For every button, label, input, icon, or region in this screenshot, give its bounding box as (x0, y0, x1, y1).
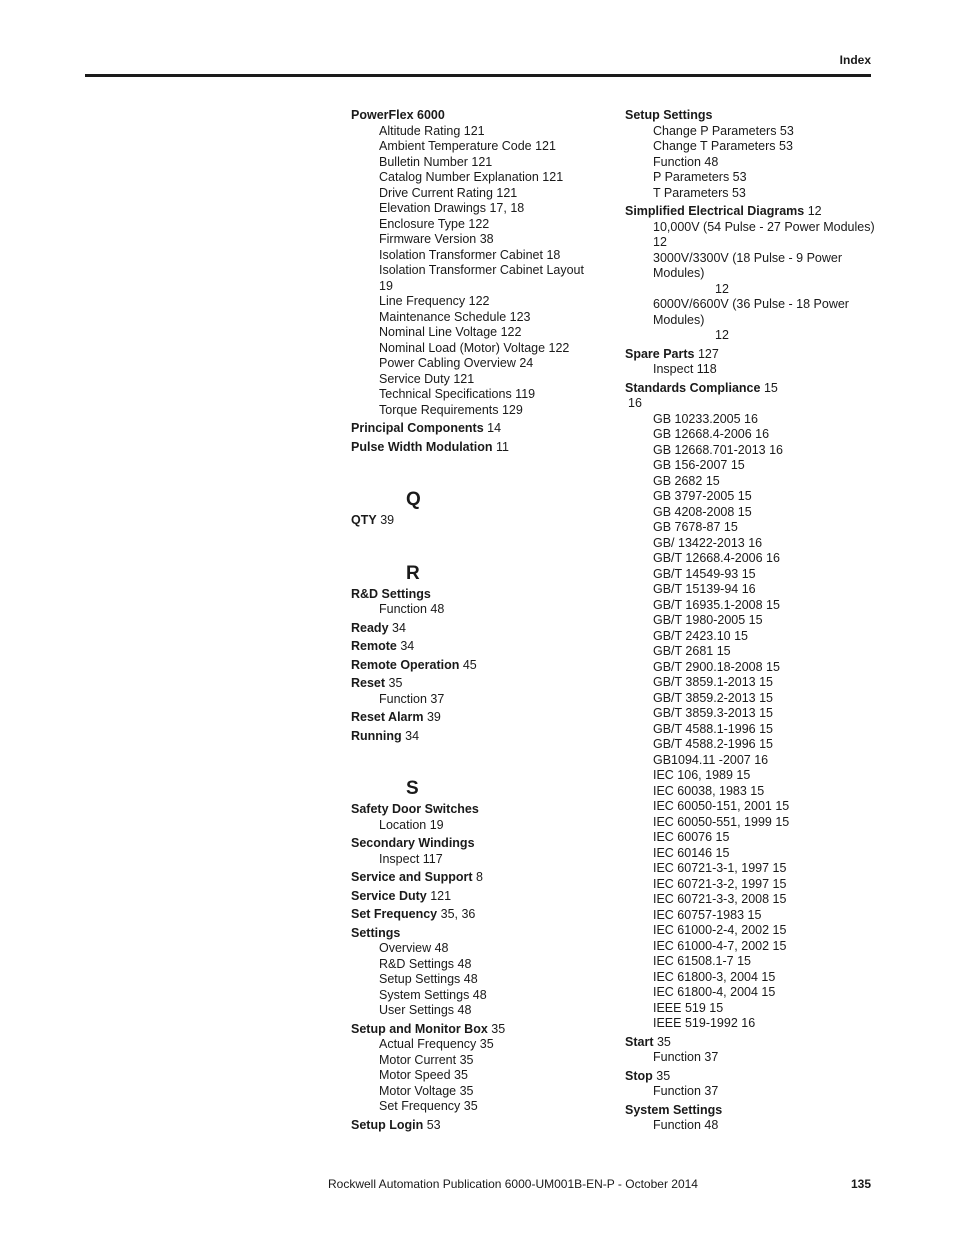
index-entry-main (351, 1022, 601, 1038)
index-page-ref-continued[interactable]: 16 (628, 396, 642, 410)
index-subentry[interactable]: Line Frequency 122 (379, 294, 490, 308)
index-subentry[interactable]: GB 12668.4-2006 16 (653, 427, 770, 441)
index-entry-main (351, 587, 601, 603)
index-page-ref[interactable]: 39 (426, 710, 441, 724)
index-entry-main (351, 513, 601, 529)
index-subentry[interactable]: GB/T 1980-2005 15 (653, 613, 763, 627)
index-entry-main (625, 1069, 875, 1085)
index-entry (351, 710, 601, 726)
index-entry (625, 347, 875, 378)
index-subentry[interactable]: IEC 61000-2-4, 2002 15 (653, 923, 787, 937)
index-entry (351, 926, 601, 1019)
index-entry (625, 1035, 875, 1066)
index-entry (351, 421, 601, 437)
index-subentry[interactable]: GB/T 14549-93 15 (653, 566, 756, 581)
index-term[interactable]: Running (351, 728, 402, 743)
index-subentry[interactable]: Inspect 118 (653, 362, 717, 376)
index-subentry[interactable]: IEC 61508.1-7 15 (653, 954, 751, 968)
index-entry (351, 108, 601, 418)
index-letter-heading: S (406, 778, 419, 799)
index-subentry[interactable]: GB 12668.701-2013 16 (653, 442, 783, 457)
index-subentry[interactable]: GB/T 4588.2-1996 15 (653, 737, 773, 751)
index-entry (625, 381, 875, 1032)
index-subentry[interactable]: IEC 61000-4-7, 2002 15 (653, 938, 787, 953)
index-term[interactable]: Pulse Width Modulation (351, 439, 493, 454)
index-page-ref[interactable]: 8 (476, 870, 483, 884)
index-entry (351, 870, 601, 886)
index-term[interactable]: Settings (351, 925, 401, 940)
index-entry-main (351, 870, 601, 886)
index-entry (351, 658, 601, 674)
index-subentry[interactable] (625, 297, 875, 344)
index-entry-main (351, 802, 601, 818)
index-subentry[interactable]: IEC 61800-4, 2004 15 (653, 985, 776, 999)
index-subentry[interactable]: Ambient Temperature Code 121 (379, 139, 556, 153)
index-subentry[interactable]: Nominal Load (Motor) Voltage 122 (379, 340, 570, 355)
index-term[interactable]: Setup Settings (625, 108, 713, 122)
index-term[interactable]: Simplified Electrical Diagrams (625, 204, 805, 218)
index-subentry[interactable]: GB 10233.2005 16 (653, 411, 758, 426)
index-subentry[interactable]: Altitude Rating 121 (379, 123, 485, 138)
index-subentry[interactable]: GB 2682 15 (653, 473, 720, 488)
index-page-ref[interactable]: 121 (430, 888, 452, 903)
index-page-ref[interactable]: 34 (405, 728, 420, 743)
index-subentry[interactable]: Function 37 (379, 691, 445, 706)
index-subentry-text: 3000V/3300V (18 Pulse - 9 Power Modules) (653, 250, 843, 280)
index-subentry[interactable]: Bulletin Number 121 (379, 154, 493, 169)
index-term[interactable]: Reset Alarm (351, 710, 424, 724)
index-letter-heading: Q (406, 489, 421, 510)
index-subentry[interactable]: Motor Speed 35 (379, 1068, 468, 1082)
index-entry-main (351, 421, 601, 437)
index-subentry[interactable]: Actual Frequency 35 (379, 1037, 494, 1051)
index-term[interactable]: Setup Login (351, 1117, 424, 1132)
index-subentry[interactable]: IEC 60721-3-1, 1997 15 (653, 861, 787, 875)
index-entry-main (625, 381, 875, 412)
index-entry (351, 513, 601, 529)
index-entry-main (351, 440, 601, 456)
index-entry-main (351, 729, 601, 745)
index-subentry[interactable]: IEC 60721-3-2, 1997 15 (653, 876, 787, 891)
index-subentry[interactable]: IEC 61800-3, 2004 15 (653, 969, 776, 984)
index-term[interactable]: Principal Components (351, 421, 484, 435)
index-subentry[interactable]: GB/T 2900.18-2008 15 (653, 659, 780, 674)
index-subentry[interactable]: Elevation Drawings 17, 18 (379, 201, 525, 215)
index-term[interactable]: System Settings (625, 1102, 723, 1117)
index-entry (351, 729, 601, 745)
index-subentry[interactable]: Catalog Number Explanation 121 (379, 170, 564, 184)
index-term[interactable]: Ready (351, 620, 389, 635)
index-subentry[interactable]: Setup Settings 48 (379, 972, 478, 986)
index-entry (351, 587, 601, 618)
index-subentry[interactable]: GB/T 12668.4-2006 16 (653, 551, 780, 565)
index-entry (625, 1069, 875, 1100)
index-subentry[interactable]: IEC 60050-151, 2001 15 (653, 799, 790, 813)
index-term[interactable]: PowerFlex 6000 (351, 108, 445, 122)
index-subentry[interactable]: GB 4208-2008 15 (653, 504, 752, 519)
index-entry (625, 1103, 875, 1134)
index-subentry-text: 6000V/6600V (36 Pulse - 18 Power Modules) (653, 297, 849, 327)
index-term[interactable]: Spare Parts (625, 346, 695, 361)
index-entry-main (351, 710, 601, 726)
index-entry-main (625, 347, 875, 363)
index-entry (351, 1022, 601, 1115)
index-term[interactable]: Service and Support (351, 870, 473, 884)
page-header-title: Index (839, 53, 871, 67)
index-subentry[interactable]: Maintenance Schedule 123 (379, 309, 531, 324)
index-subentry[interactable]: Nominal Line Voltage 122 (379, 325, 522, 339)
index-subentry[interactable]: Motor Current 35 (379, 1052, 474, 1067)
index-subentry[interactable]: IEC 60146 15 (653, 845, 730, 860)
index-subentry[interactable]: Location 19 (379, 817, 444, 832)
index-subentry[interactable]: GB/ 13422-2013 16 (653, 535, 763, 550)
index-page-ref[interactable]: 12 (807, 204, 822, 218)
index-subentry[interactable]: Torque Requirements 129 (379, 402, 523, 417)
index-term[interactable]: Safety Door Switches (351, 802, 479, 816)
index-entry-main (351, 108, 601, 124)
index-entry (351, 639, 601, 655)
index-subentry[interactable]: Enclosure Type 122 (379, 216, 490, 231)
index-subentry[interactable]: Function 37 (653, 1050, 719, 1064)
index-page-ref[interactable]: 35 (656, 1034, 671, 1049)
index-subentry[interactable]: Power Cabling Overview 24 (379, 356, 534, 370)
index-page-ref[interactable]: 14 (487, 421, 502, 435)
index-subentry[interactable]: Function 37 (653, 1084, 719, 1098)
index-subentry[interactable]: Function 48 (653, 154, 719, 169)
index-term[interactable]: Remote Operation (351, 657, 460, 672)
index-entry (351, 676, 601, 707)
index-term[interactable]: Stop (625, 1068, 653, 1083)
index-subentry[interactable]: IEC 60038, 1983 15 (653, 783, 765, 798)
index-subentry[interactable]: User Settings 48 (379, 1003, 472, 1017)
index-subentry[interactable]: T Parameters 53 (653, 185, 746, 200)
index-page-ref[interactable]: 45 (462, 657, 477, 672)
index-page-ref[interactable]: 15 (763, 380, 778, 395)
index-entry (625, 108, 875, 201)
index-page-ref[interactable]: 11 (496, 439, 510, 454)
index-term[interactable]: Setup and Monitor Box (351, 1021, 488, 1036)
footer-publication: Rockwell Automation Publication 6000-UM001B-EN-P - October 2014 (328, 1177, 698, 1191)
index-subentry[interactable]: Set Frequency 35 (379, 1099, 478, 1113)
index-entry-main (625, 1103, 875, 1119)
index-subentry[interactable]: Technical Specifications 119 (379, 387, 536, 401)
index-subentry[interactable]: Motor Voltage 35 (379, 1083, 474, 1098)
index-term[interactable]: R&D Settings (351, 586, 431, 601)
index-entry-main (351, 889, 601, 905)
index-entry (351, 889, 601, 905)
index-subentry[interactable]: GB/T 4588.1-1996 15 (653, 721, 773, 736)
index-term[interactable]: QTY (351, 513, 377, 527)
index-entry-main (351, 676, 601, 692)
index-subentry[interactable]: System Settings 48 (379, 987, 487, 1002)
index-entry-main (351, 639, 601, 655)
index-subentry[interactable]: GB/T 2681 15 (653, 644, 731, 658)
index-subentry[interactable]: Drive Current Rating 121 (379, 185, 518, 200)
index-subentry[interactable]: IEC 60757-1983 15 (653, 907, 762, 922)
index-page-ref-continued[interactable]: 12 (715, 281, 729, 296)
index-page-ref[interactable]: 34 (400, 639, 415, 653)
index-subentry[interactable]: R&D Settings 48 (379, 956, 472, 971)
index-subentry[interactable]: Function 48 (379, 602, 445, 616)
index-subentry[interactable]: GB/T 2423.10 15 (653, 628, 748, 643)
index-page-ref-continued[interactable]: 12 (715, 328, 729, 342)
index-subentry[interactable]: IEC 60050-551, 1999 15 (653, 814, 790, 829)
index-subentry[interactable]: GB/T 3859.1-2013 15 (653, 675, 773, 689)
header-rule (85, 74, 871, 77)
index-subentry[interactable]: Service Duty 121 (379, 371, 475, 386)
index-page-ref[interactable]: 35 (491, 1021, 506, 1036)
index-entry-main (351, 1118, 601, 1134)
index-entry-main (351, 658, 601, 674)
index-subentry[interactable]: Isolation Transformer Cabinet 18 (379, 247, 561, 262)
index-entry-main (351, 926, 601, 942)
index-subentry[interactable]: IEC 106, 1989 15 (653, 768, 751, 782)
index-column-right (625, 108, 875, 1134)
index-subentry[interactable]: Change T Parameters 53 (653, 139, 793, 153)
index-subentry[interactable]: IEEE 519-1992 16 (653, 1016, 756, 1030)
index-entry (351, 621, 601, 637)
index-entry (351, 440, 601, 456)
index-entry-main (625, 1035, 875, 1051)
index-term[interactable]: Secondary Windings (351, 836, 475, 850)
index-page-ref[interactable]: 127 (697, 346, 719, 361)
index-subentry[interactable]: GB 156-2007 15 (653, 458, 745, 472)
index-page-ref[interactable]: 35, 36 (440, 907, 476, 921)
index-page-ref[interactable]: 53 (426, 1117, 441, 1132)
index-term[interactable]: Reset (351, 676, 386, 690)
index-entry-main (625, 204, 875, 220)
index-subentry[interactable]: 10,000V (54 Pulse - 27 Power Modules) 12 (653, 219, 875, 249)
index-page-ref[interactable]: 34 (392, 620, 406, 635)
index-subentry[interactable]: P Parameters 53 (653, 170, 747, 184)
index-entry-main (351, 621, 601, 637)
index-subentry[interactable]: IEEE 519 15 (653, 1000, 724, 1015)
index-subentry[interactable]: GB 7678-87 15 (653, 520, 738, 534)
index-term[interactable]: Set Frequency (351, 907, 438, 921)
footer-page-number: 135 (850, 1177, 871, 1191)
index-subentry[interactable]: GB 3797-2005 15 (653, 489, 752, 503)
index-subentry[interactable]: GB1094.11 -2007 16 (653, 752, 769, 767)
index-subentry[interactable]: IEC 60721-3-3, 2008 15 (653, 892, 787, 906)
index-entry (351, 1118, 601, 1134)
index-page-ref[interactable]: 35 (388, 676, 403, 690)
index-entry-main (351, 907, 601, 923)
index-entry-main (351, 836, 601, 852)
index-subentry[interactable]: Isolation Transformer Cabinet Layout 19 (379, 263, 584, 293)
index-term[interactable]: Start (625, 1034, 654, 1049)
index-entry (625, 204, 875, 344)
index-entry (351, 802, 601, 833)
index-entry (351, 836, 601, 867)
index-term[interactable]: Remote (351, 639, 397, 653)
index-subentry[interactable]: Change P Parameters 53 (653, 123, 794, 138)
index-subentry[interactable]: Firmware Version 38 (379, 232, 494, 246)
index-letter-heading: R (406, 562, 420, 584)
index-entry (351, 907, 601, 923)
index-subentry[interactable]: Overview 48 (379, 941, 449, 955)
index-page-ref[interactable]: 35 (656, 1068, 671, 1083)
index-term[interactable]: Standards Compliance (625, 380, 761, 395)
index-subentry[interactable]: GB/T 3859.2-2013 15 (653, 690, 773, 705)
index-entry-main (625, 108, 875, 124)
index-subentry[interactable]: Inspect 117 (379, 851, 443, 866)
index-subentry[interactable]: IEC 60076 15 (653, 830, 730, 844)
index-subentry[interactable]: GB/T 3859.3-2013 15 (653, 706, 773, 720)
index-subentry[interactable] (625, 251, 875, 298)
index-subentry[interactable]: GB/T 16935.1-2008 15 (653, 597, 780, 612)
index-subentry[interactable]: Function 48 (653, 1118, 719, 1132)
index-page-ref[interactable]: 39 (380, 513, 395, 527)
index-column-left (351, 108, 601, 1133)
index-term[interactable]: Service Duty (351, 888, 427, 903)
index-subentry[interactable]: GB/T 15139-94 16 (653, 582, 756, 596)
